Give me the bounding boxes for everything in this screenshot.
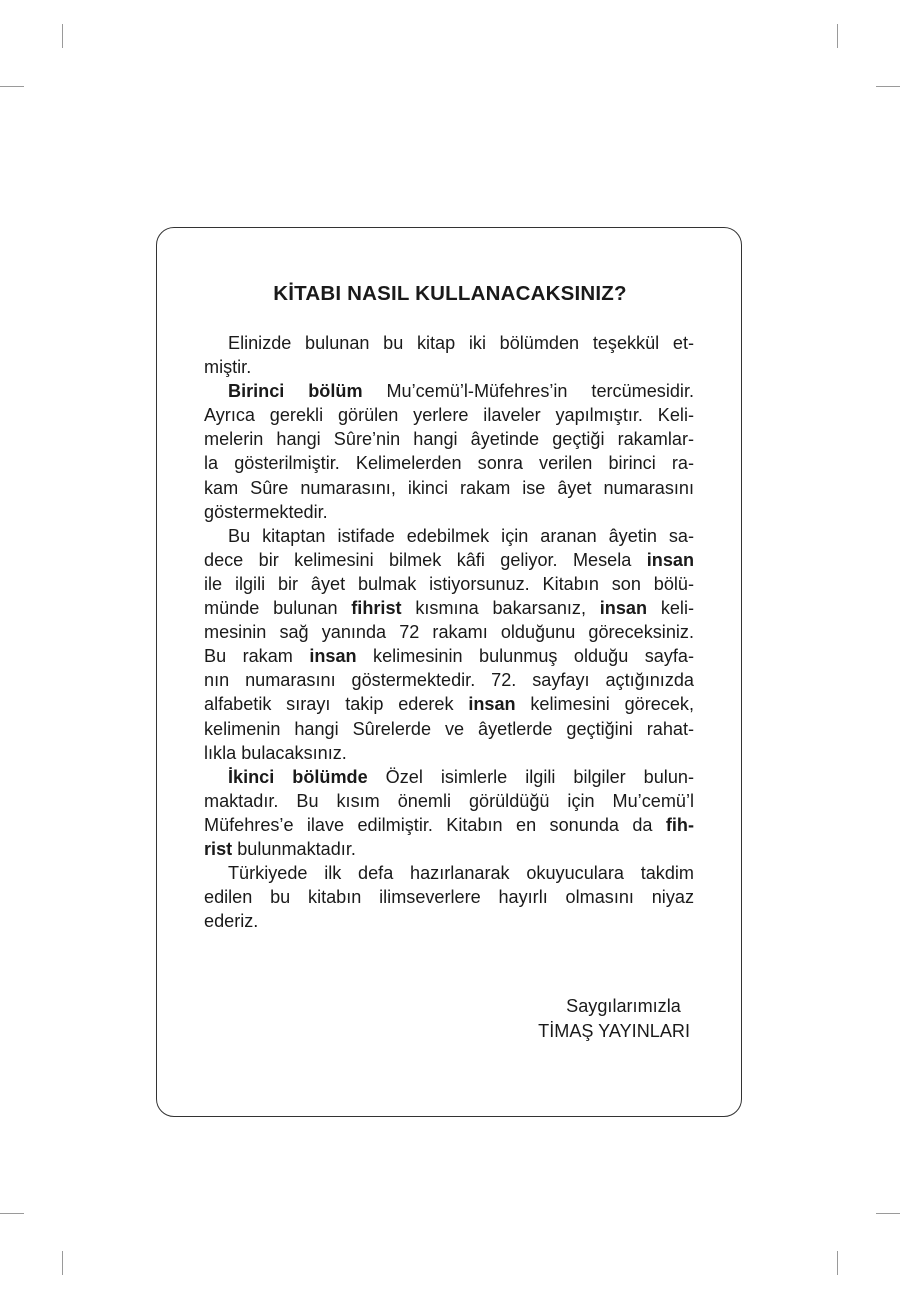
text-line: Birinci bölüm Mu’cemü’l-Müfehres’in tercümesidir. [228,381,694,402]
body-paragraph [204,861,694,933]
crop-mark [876,1213,900,1214]
body-paragraph [204,331,694,379]
text-line: Bu kitaptan istifade edebilmek için aranan âyetin sa- [228,525,694,546]
text-line: münde bulunan fihrist kısmına bakarsanız, insan keli- [204,598,695,619]
text-line: miştir. [204,357,252,378]
bold-term: insan [309,646,357,667]
crop-mark [876,86,900,87]
signature-publisher: TİMAŞ YAYINLARI [538,1020,690,1041]
bold-term: Birinci bölüm [228,381,363,402]
text-line: edilen bu kitabın ilimseverlere hayırlı olmasını niyaz [204,887,694,908]
text-line: Türkiyede ilk defa hazırlanarak okuyuculara takdim [228,863,694,884]
text-line: ederiz. [204,911,259,932]
text-line: Bu rakam insan kelimesinin bulunmuş olduğu sayfa- [204,646,694,667]
crop-mark [837,24,838,48]
text-line: Müfehres’e ilave edilmiştir. Kitabın en sonunda da fih- [204,814,694,835]
text-line: İkinci bölümde Özel isimlerle ilgili bilgiler bulun- [228,766,694,787]
text-line: melerin hangi Sûre’nin hangi âyetinde geçtiği rakamlar- [204,429,694,450]
text-line: alfabetik sırayı takip ederek insan kelimesini görecek, [204,694,695,715]
body-paragraph [204,524,694,765]
text-line: göstermektedir. [204,501,328,522]
page-title: KİTABI NASIL KULLANACAKSINIZ? [273,282,627,305]
text-line: nın numarasını göstermektedir. 72. sayfayı açtığınızda [204,670,694,691]
text-line: kam Sûre numarasını, ikinci rakam ise âyet numarasını [204,477,694,498]
bold-term: insan [599,598,648,619]
text-line: mesinin sağ yanında 72 rakamı olduğunu göreceksiniz. [204,622,694,643]
crop-mark [0,1213,24,1214]
bold-term: İkinci bölümde [228,766,368,787]
text-line: rist bulunmaktadır. [204,838,356,859]
crop-mark [62,24,63,48]
bold-term: rist [204,838,233,859]
text-line: ile ilgili bir âyet bulmak istiyorsunuz. Kitabın son bölü- [204,573,694,594]
text-line: kelimenin hangi Sûrelerde ve âyetlerde geçtiğini rahat- [204,718,694,739]
bold-term: insan [646,549,694,570]
text-line: maktadır. Bu kısım önemli görüldüğü için Mu’cemü’l [204,790,694,811]
crop-mark [0,86,24,87]
text-line: Ayrıca gerekli görülen yerlere ilaveler yapılmıştır. Keli- [204,405,694,426]
bold-term: insan [468,694,516,715]
text-line: dece bir kelimesini bilmek kâfi geliyor. Mesela insan [204,549,694,570]
text-line: Elinizde bulunan bu kitap iki bölümden teşekkül et- [228,333,694,353]
body-text [204,331,694,933]
body-paragraph [204,765,694,861]
crop-mark [837,1251,838,1275]
bold-term: fih- [665,814,694,835]
text-line: lıkla bulacaksınız. [204,742,347,763]
signature-block [538,994,690,1043]
text-line: la gösterilmiştir. Kelimelerden sonra verilen birinci ra- [204,453,694,474]
signature-greeting: Saygılarımızla [566,996,681,1016]
body-paragraph [204,379,694,524]
bold-term: fihrist [351,598,402,619]
crop-mark [62,1251,63,1275]
